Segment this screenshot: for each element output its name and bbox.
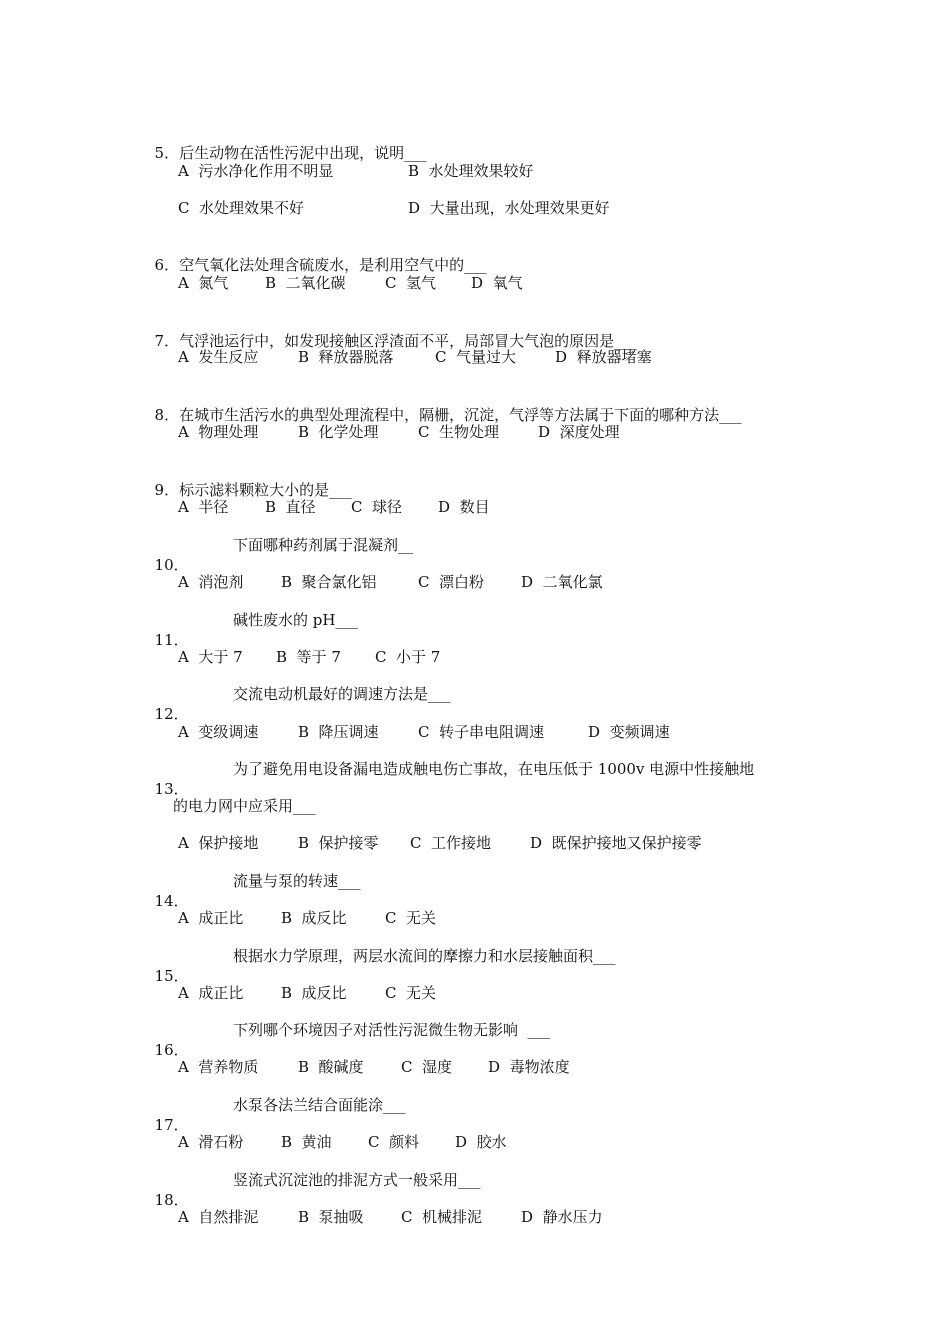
option-c: C 漂白粉	[418, 573, 485, 591]
question-number: 9．	[154, 481, 180, 499]
question-7	[145, 311, 637, 351]
question-13	[145, 759, 845, 798]
option-c: C 氢气	[385, 274, 437, 292]
question-number: 18．	[154, 1191, 189, 1209]
option-a: A 变级调速	[178, 723, 259, 741]
question-text: 水泵各法兰结合面能涂___	[233, 1096, 406, 1114]
option-c: C 球径	[351, 498, 403, 516]
question-text: 碱性废水的 pH___	[233, 611, 358, 629]
question-number: 17．	[154, 1116, 189, 1134]
option-b: B 保护接零	[298, 834, 379, 852]
option-a: A 营养物质	[178, 1058, 259, 1076]
option-a: A 成正比	[178, 909, 244, 927]
option-b: B 成反比	[281, 984, 347, 1002]
question-text: 下列哪个环境因子对活性污泥微生物无影响 ___	[233, 1021, 551, 1039]
option-b: B 释放器脱落	[298, 348, 394, 366]
question-number: 5．	[154, 144, 180, 162]
options-row	[178, 497, 490, 517]
question-text: 气浮池运行中，如发现接触区浮渣面不平，局部冒大气泡的原因是___	[179, 332, 637, 350]
question-5	[145, 123, 427, 163]
option-d: D 数目	[438, 498, 490, 516]
option-d: D 胶水	[455, 1133, 507, 1151]
option-a: A 物理处理	[178, 423, 259, 441]
question-18	[145, 1170, 845, 1209]
options-row	[178, 908, 437, 928]
question-number: 15．	[154, 967, 189, 985]
option-b: B 成反比	[281, 909, 347, 927]
option-d: D 氧气	[471, 274, 523, 292]
options-row	[178, 572, 603, 592]
options-row	[178, 1132, 507, 1152]
option-b: B 直径	[265, 498, 316, 516]
option-b: B 水处理效果较好	[408, 162, 534, 180]
option-d: D 二氧化氯	[521, 573, 603, 591]
option-b: B 等于 7	[276, 648, 341, 666]
options-row	[178, 647, 441, 667]
option-a: A 滑石粉	[178, 1133, 244, 1151]
question-number: 16．	[154, 1041, 189, 1059]
question-number: 6．	[154, 256, 180, 274]
question-text: 为了避免用电设备漏电造成触电伤亡事故，在电压低于 1000v 电源中性接触地	[233, 760, 755, 778]
question-6	[145, 235, 487, 275]
question-text: 后生动物在活性污泥中出现，说明___	[179, 144, 427, 162]
option-a: A 自然排泥	[178, 1208, 259, 1226]
option-c: C 湿度	[401, 1058, 453, 1076]
option-d: D 静水压力	[521, 1208, 603, 1226]
question-number: 8．	[154, 406, 180, 424]
question-17	[145, 1095, 845, 1134]
option-c: C 颜料	[368, 1133, 420, 1151]
option-b: B 聚合氯化铝	[281, 573, 377, 591]
question-number: 14．	[154, 892, 189, 910]
options-row	[178, 161, 534, 181]
option-b: B 黄油	[281, 1133, 332, 1151]
option-a: A 大于 7	[178, 648, 243, 666]
question-16	[145, 1020, 845, 1059]
options-row	[178, 422, 620, 442]
option-c: C 机械排泥	[401, 1208, 483, 1226]
option-d: D 既保护接地又保护接零	[530, 834, 702, 852]
options-row	[178, 722, 670, 742]
options-row	[178, 1207, 603, 1227]
question-text: 交流电动机最好的调速方法是___	[233, 685, 451, 703]
question-text: 竖流式沉淀池的排泥方式一般采用___	[233, 1171, 481, 1189]
question-15	[145, 946, 845, 985]
options-row	[178, 198, 610, 218]
options-row	[178, 347, 652, 367]
options-row	[178, 833, 702, 853]
option-c: C 转子串电阻调速	[418, 723, 545, 741]
options-row	[178, 1057, 570, 1077]
option-b: B 二氧化碳	[265, 274, 346, 292]
question-text: 根据水力学原理，两层水流间的摩擦力和水层接触面积___	[233, 947, 616, 965]
question-text: 在城市生活污水的典型处理流程中，隔栅，沉淀，气浮等方法属于下面的哪种方法___	[179, 406, 742, 424]
option-d: D 变频调速	[588, 723, 670, 741]
option-c: C 工作接地	[410, 834, 492, 852]
option-a: A 保护接地	[178, 834, 259, 852]
question-number: 10．	[154, 556, 189, 574]
question-text: 下面哪种药剂属于混凝剂__	[233, 536, 414, 554]
option-b: B 降压调速	[298, 723, 379, 741]
question-9	[145, 460, 352, 500]
option-a: A 污水净化作用不明显	[178, 162, 334, 180]
option-b: B 化学处理	[298, 423, 379, 441]
options-row	[178, 983, 437, 1003]
option-c: C 无关	[385, 909, 437, 927]
option-a: A 成正比	[178, 984, 244, 1002]
question-10	[145, 535, 845, 574]
question-text: 空气氧化法处理含硫废水，是利用空气中的___	[179, 256, 487, 274]
option-d: D 毒物浓度	[488, 1058, 570, 1076]
question-number: 12．	[154, 705, 189, 723]
option-d: D 大量出现，水处理效果更好	[408, 199, 610, 217]
question-number: 7．	[154, 332, 180, 350]
option-b: B 酸碱度	[298, 1058, 364, 1076]
option-c: C 小于 7	[375, 648, 441, 666]
question-12	[145, 684, 845, 723]
option-a: A 氮气	[178, 274, 229, 292]
option-c: C 水处理效果不好	[178, 199, 305, 217]
question-11	[145, 610, 845, 649]
option-b: B 泵抽吸	[298, 1208, 364, 1226]
question-8	[145, 385, 742, 425]
options-row	[178, 273, 523, 293]
option-a: A 半径	[178, 498, 229, 516]
option-a: A 发生反应	[178, 348, 259, 366]
question-number: 13．	[154, 780, 189, 798]
option-c: C 气量过大	[435, 348, 517, 366]
question-text: 标示滤料颗粒大小的是___	[179, 481, 352, 499]
option-a: A 消泡剂	[178, 573, 244, 591]
option-c: C 生物处理	[418, 423, 500, 441]
question-text: 流量与泵的转速___	[233, 872, 361, 890]
option-c: C 无关	[385, 984, 437, 1002]
question-number: 11．	[154, 631, 189, 649]
question-continuation: 的电力网中应采用___	[173, 797, 316, 815]
option-d: D 深度处理	[538, 423, 620, 441]
option-d: D 释放器堵塞	[555, 348, 652, 366]
question-14	[145, 871, 845, 910]
